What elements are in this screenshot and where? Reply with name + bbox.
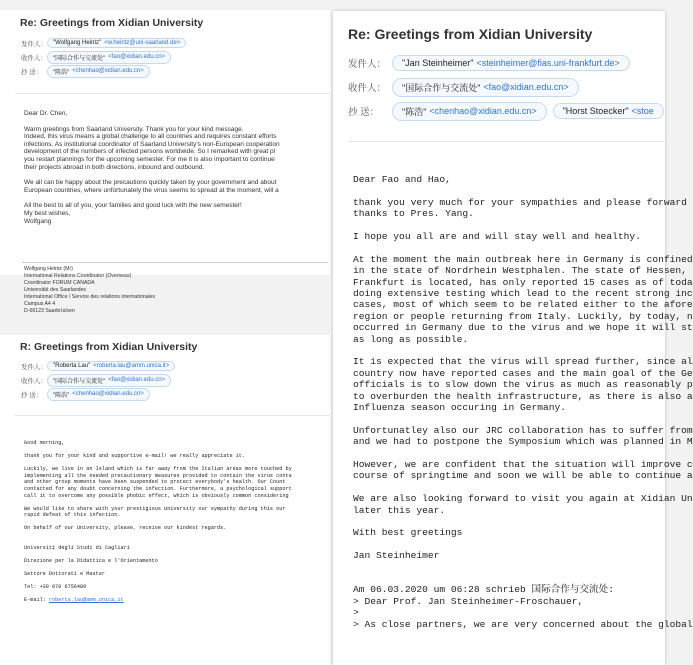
- body-line: E-mail: roberta.lau@amm.unica.it: [24, 597, 124, 604]
- signature-line: International Relations Coordinator (Overseas): [24, 273, 132, 279]
- body-line: in the state of Nordrhein Westphalen. The state of Hessen,: [353, 265, 687, 277]
- body-line: Luckily, we live in an Island which is far away from the Italian areas more touched by: [24, 466, 292, 473]
- cc-chip[interactable]: "陈浩" <chenhao@xidian.edu.cn>: [47, 388, 150, 401]
- body-line: and other group moments have been suspended to protect everybody's health. Our Count: [24, 479, 286, 486]
- signature-line: Wolfgang Heintz (Mr): [24, 266, 73, 272]
- body-line: Direzione per la Didattica e l'Orientamento: [24, 558, 158, 565]
- body-line: My best wishes,: [24, 209, 71, 217]
- signature-line: International Office / Service des relations internationales: [24, 294, 156, 300]
- body-line: We all can be happy about the precautions quickly taken by your government and about: [24, 179, 277, 187]
- to-row: [21, 373, 181, 387]
- quote-header: Am 06.03.2020 um 06:28 schrieb 国际合作与交流处:: [353, 584, 614, 596]
- email-panel-cagliari: [0, 335, 330, 665]
- email-body: [353, 174, 693, 630]
- to-label: 收件人：: [21, 54, 47, 62]
- body-line: thank you very much for your sympathies and please forward: [353, 196, 687, 208]
- from-row: [348, 51, 670, 75]
- cc-label: 抄 送：: [21, 391, 43, 399]
- body-line: region or people returning from Italy. Luckily, by today, n: [353, 310, 693, 322]
- cc-row: [21, 387, 181, 401]
- body-line: Frankfurt is located, has only reported 15 cases as of toda: [353, 276, 693, 288]
- body-line: We would like to share with your prestigious University our sympathy during this our: [24, 505, 286, 512]
- body-line: Indeed, this virus means a global challenge to all countries and requires constant efforts: [24, 133, 277, 141]
- body-line: implementing all the needed precautionary measures provided to contain the virus conta: [24, 472, 292, 479]
- email-panel-frankfurt: [333, 11, 693, 665]
- quote-line: >: [353, 607, 359, 619]
- email-subject: R: Greetings from Xidian University: [20, 341, 198, 353]
- to-label: 收件人：: [21, 377, 47, 385]
- body-line: It is expected that the virus will spread further, since al: [353, 356, 693, 368]
- recipient-chip[interactable]: "国际合作与交流处" <fao@xidian.edu.cn>: [392, 78, 579, 97]
- quote-line: > As close partners, we are very concerned about the global: [353, 618, 693, 630]
- to-row: [21, 50, 192, 64]
- body-line: development of the numbers of infected persons worldwide. So I remarked with great pl: [24, 148, 276, 156]
- body-line: Good morning,: [24, 440, 65, 446]
- body-line: cases, most of which seem to be related either to the afore: [353, 299, 693, 311]
- body-line: and we had to postpone the Symposium which was planned in M: [353, 436, 693, 448]
- signature-block: [24, 266, 155, 315]
- cc-chip-2[interactable]: "Horst Stoecker" <stoe: [553, 103, 664, 119]
- body-line: to overburden the health infrastructure, as there is also a: [353, 390, 693, 402]
- body-line: as long as possible.: [353, 333, 469, 345]
- sender-chip[interactable]: "Roberta Lau" <roberta.lau@amm.unica.it>: [47, 361, 175, 371]
- body-line: thank you for your kind and supportive e-mail! we really appreciate it.: [24, 453, 246, 460]
- to-row: [348, 75, 670, 99]
- email-body: [24, 110, 280, 225]
- body-line: contacted for any doubt concerning the infection. Furthermore, a psychological support: [24, 485, 292, 492]
- signature-line: Coordinator FORUM CANADA: [24, 280, 95, 286]
- from-row: [21, 36, 192, 50]
- body-line: Jan Steinheimer: [353, 550, 440, 562]
- cc-chip[interactable]: "陈浩" <chenhao@xidian.edu.cn>: [392, 102, 547, 121]
- signature-line: Universität des Saarlandes: [24, 287, 86, 293]
- header-divider: [15, 415, 330, 416]
- recipient-chip[interactable]: "国际合作与交流处" <fao@xidian.edu.cn>: [47, 374, 171, 387]
- from-label: 发件人：: [348, 59, 387, 70]
- quote-line: > Dear Prof. Jan Steinheimer-Froschauer,: [353, 595, 584, 607]
- from-row: [21, 359, 181, 373]
- body-line: Dear Fao and Hao,: [353, 174, 451, 185]
- body-line: call it to overcome any possible phobic effect, which is obviously common considering: [24, 492, 289, 499]
- from-label: 发件人：: [21, 40, 47, 48]
- body-line: Dear Dr. Chen,: [24, 110, 68, 117]
- signature-line: Campus A4 4: [24, 301, 56, 307]
- email-subject: Re: Greetings from Xidian University: [20, 17, 204, 29]
- body-line: Universit‡ degli Studi di Cagliari: [24, 544, 130, 551]
- body-line: Tel: +39 070 6756489: [24, 584, 87, 591]
- cc-row: [21, 64, 192, 78]
- body-line: We are also looking forward to visit you again at Xidian Un: [353, 493, 693, 505]
- body-line: infections. As institutional coordinator of Saarland University's non-European cooperation: [24, 140, 280, 148]
- cc-chip[interactable]: "陈浩" <chenhao@xidian.edu.cn>: [47, 65, 150, 78]
- cc-label: 抄 送：: [21, 68, 43, 76]
- body-line: occurred in Germany due to the virus and we hope it will st: [353, 322, 693, 334]
- body-line: Warm greetings from Saarland University. Thank you for your kind message.: [24, 125, 244, 133]
- body-line: I hope you all are and will stay well and healthy.: [353, 231, 641, 242]
- from-label: 发件人：: [21, 363, 47, 371]
- body-line: rapid defeat of this infection.: [24, 512, 121, 519]
- email-link[interactable]: roberta.lau@amm.unica.it: [48, 597, 124, 604]
- cc-label: 抄 送：: [348, 107, 380, 118]
- body-line: country now have reported cases and the main goal of the Ge: [353, 367, 693, 379]
- body-line: European countries, where unfortunately the virus seems to spread at the moment, will a: [24, 186, 279, 194]
- body-line: All the best to all of you, your families and good luck with the new semester!: [24, 202, 242, 210]
- signature-line: D-66123 Saarbrücken: [24, 308, 75, 314]
- body-line: At the moment the main outbreak here in Germany is confined: [353, 253, 693, 265]
- body-line: officials is to slow down the virus as much as reasonably p: [353, 379, 693, 391]
- body-line: doing extensive testing which lead to the recent strong inc: [353, 288, 693, 300]
- body-line: later this year.: [353, 504, 446, 516]
- header-divider: [15, 93, 330, 94]
- body-line: thanks to Pres. Yang.: [353, 208, 474, 220]
- body-line: you restart plannings for the upcoming semester. For me it is also important to continue: [24, 155, 275, 163]
- sender-chip[interactable]: "Jan Steinheimer" <steinheimer@fias.uni-frankfurt.de>: [392, 55, 630, 71]
- body-line: course of springtime and soon we will be able to continue a: [353, 470, 693, 482]
- email-body: [24, 440, 292, 604]
- sender-chip[interactable]: "Wolfgang Heintz" <w.heintz@uni-saarland.de>: [47, 38, 186, 48]
- body-line: On behalf of our University, please, receive our kindest regards.: [24, 525, 227, 532]
- body-line: their projects abroad in both directions, inbound and outbound.: [24, 163, 205, 171]
- body-line: However, we are confident that the situation will improve c: [353, 459, 693, 471]
- body-line: Settore Dottorati e Master: [24, 571, 105, 578]
- body-line: Influenza season occuring in Germany.: [353, 402, 567, 414]
- to-label: 收件人：: [348, 83, 387, 94]
- header-divider: [348, 141, 665, 142]
- cc-row: [348, 99, 670, 123]
- recipient-chip[interactable]: "国际合作与交流处" <fao@xidian.edu.cn>: [47, 51, 171, 64]
- body-line: With best greetings: [353, 527, 463, 539]
- email-panel-saarland: [0, 10, 330, 314]
- email-subject: Re: Greetings from Xidian University: [348, 26, 593, 42]
- body-line: Unfortunatley also our JRC collaboration has to suffer from: [353, 424, 693, 436]
- body-line: Wolfgang: [24, 217, 52, 225]
- signature-divider: [22, 262, 328, 263]
